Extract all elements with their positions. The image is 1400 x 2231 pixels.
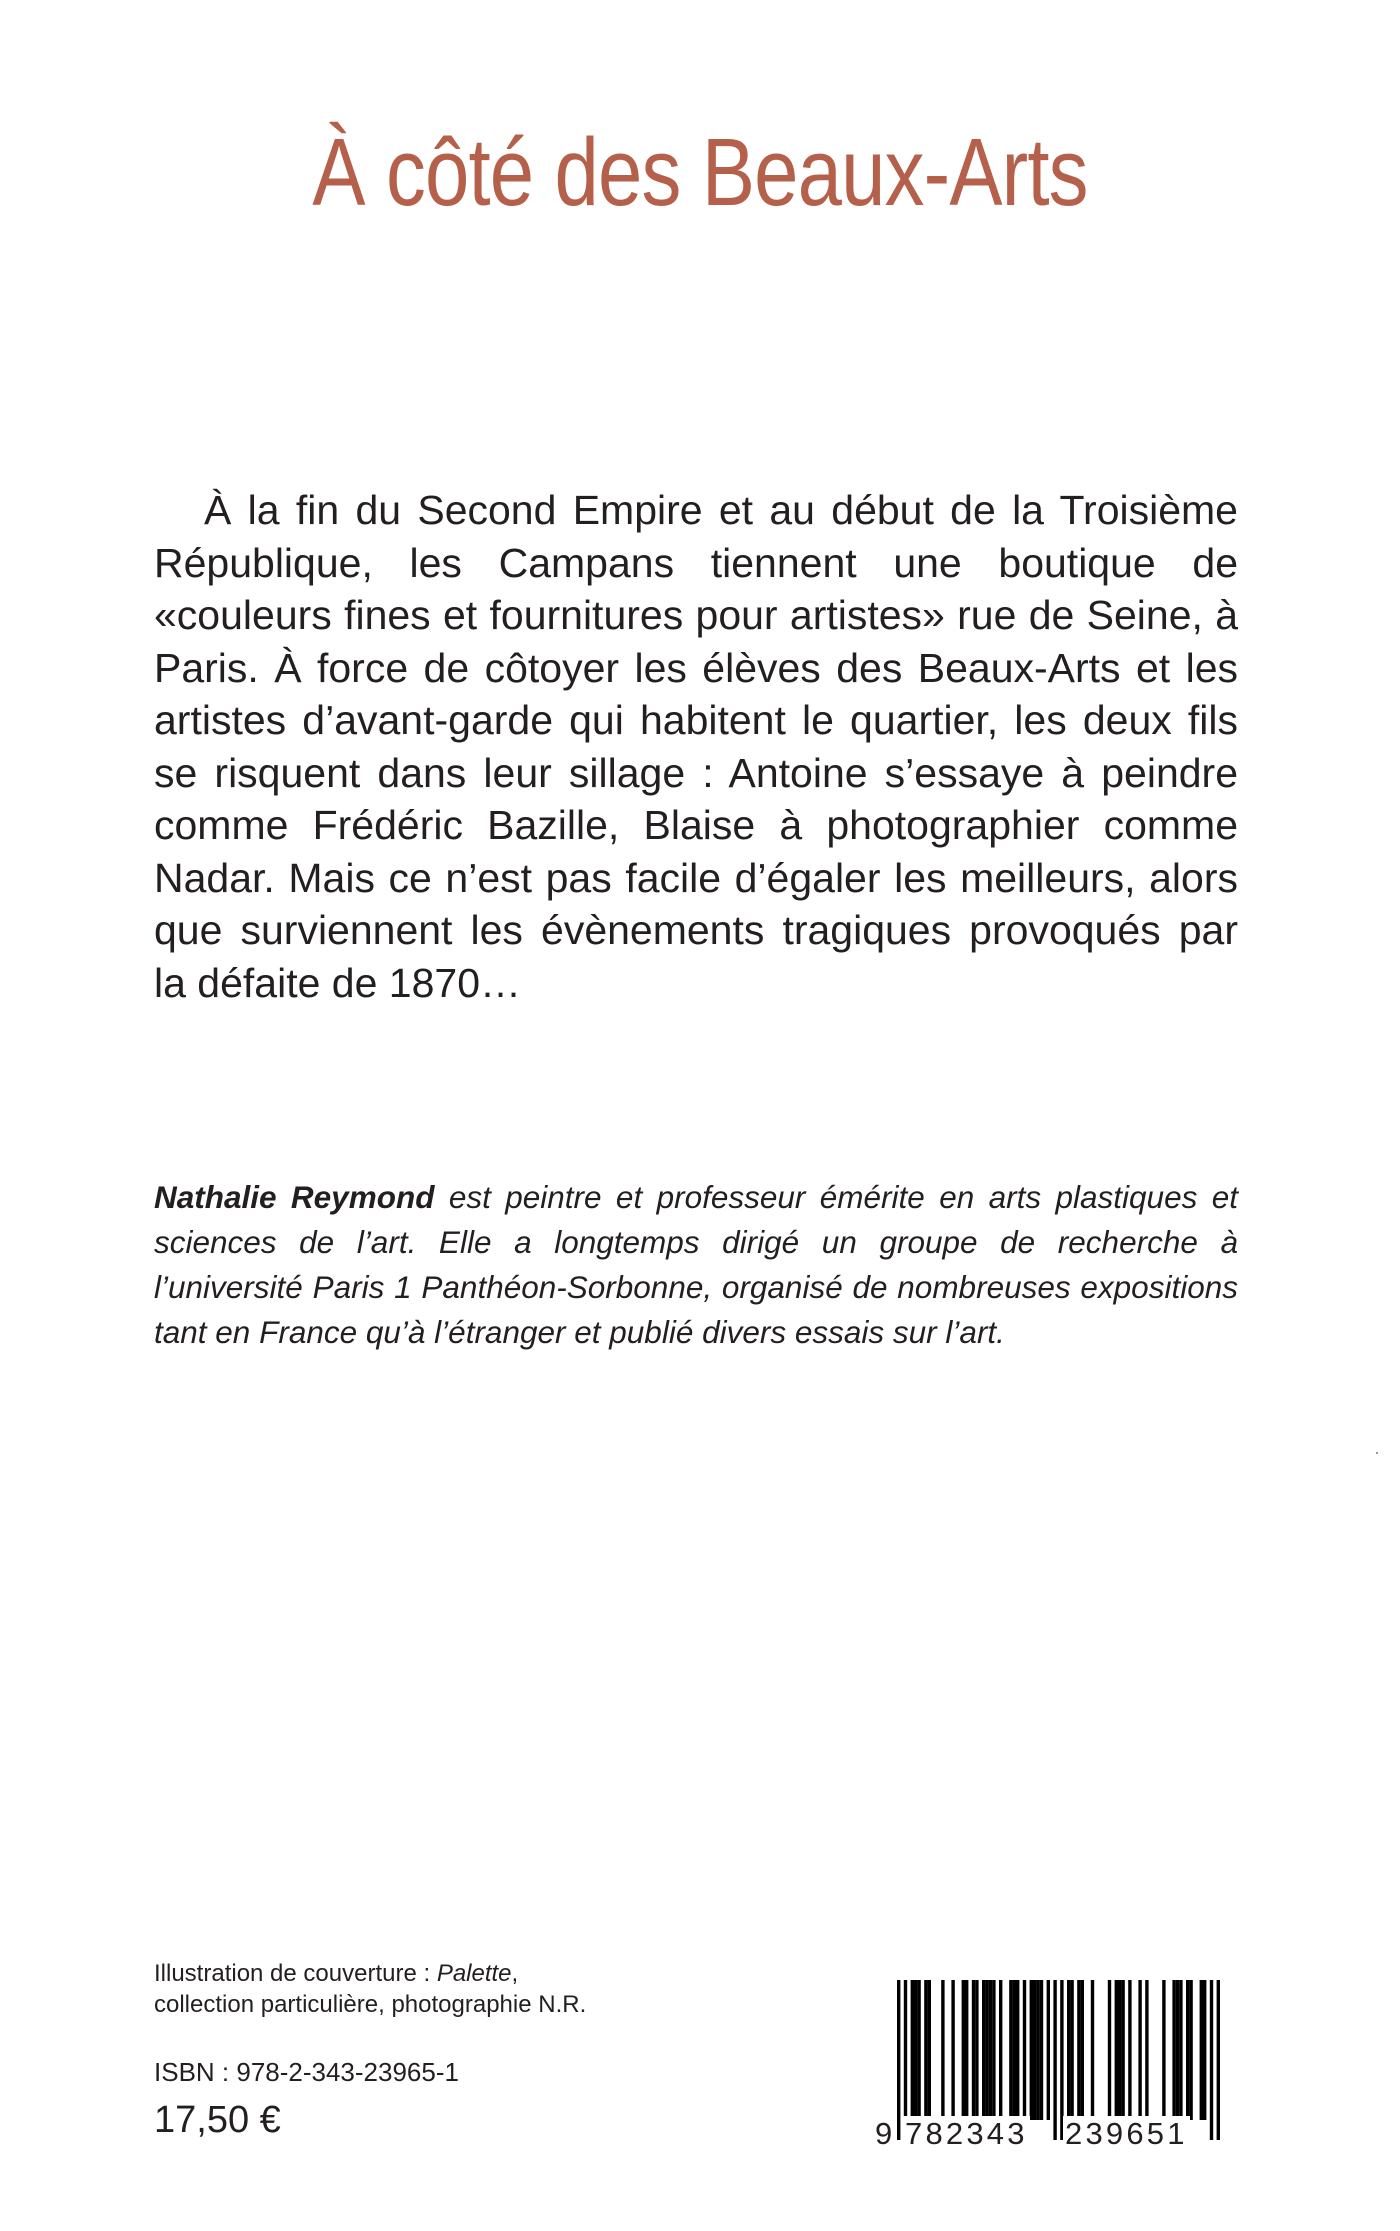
barcode-left-digits: 782343	[905, 2116, 1028, 2151]
barcode-bar	[1179, 1980, 1182, 2120]
barcode-bar	[1162, 1980, 1165, 2120]
barcode-bar	[911, 1980, 914, 2120]
author-name: Nathalie Reymond	[154, 1179, 435, 1215]
credit-comma: ,	[511, 1960, 519, 1987]
cover-illustration-credit	[154, 1958, 714, 2020]
barcode-bar	[1115, 1980, 1118, 2120]
barcode-bar	[1077, 1980, 1080, 2120]
stray-mark	[1376, 1452, 1378, 1454]
barcode-bar	[1070, 1980, 1073, 2120]
barcode-bar	[1033, 1980, 1036, 2120]
author-bio	[154, 1175, 1238, 1355]
barcode-bar	[962, 1980, 965, 2120]
barcode-bar	[972, 1980, 975, 2120]
barcode-bar	[999, 1980, 1002, 2120]
barcode-bar	[992, 1980, 995, 2120]
credit-prefix: Illustration de couverture :	[154, 1960, 437, 1987]
barcode-bar	[1189, 1980, 1192, 2120]
barcode-bar	[1040, 1980, 1043, 2120]
author-bio-text: est peintre et professeur émérite en arts plastiques et sciences de l’art. Elle a longtemps dirigé un groupe de recherche à l’université Paris 1 Panthéon-Sorbonne, organisé de nombreuses expositions tant en France qu’à l’étranger et publié divers essais sur l’art.	[154, 1179, 1238, 1350]
barcode-bar	[1030, 1980, 1033, 2120]
barcode-bar	[924, 1980, 927, 2120]
barcode-bar	[1145, 1980, 1148, 2120]
barcode-bar	[1016, 1980, 1019, 2120]
barcode-bar	[1081, 1980, 1084, 2120]
credit-line-2: collection particulière, photographie N.R.	[154, 1991, 587, 2018]
barcode-bar	[928, 1980, 931, 2120]
barcode-bar	[1138, 1980, 1141, 2120]
barcode-bar	[1013, 1980, 1016, 2120]
credit-work-title: Palette	[436, 1960, 512, 1987]
barcode-bar	[1176, 1980, 1179, 2120]
barcode-bar	[985, 1980, 988, 2120]
barcode-bar	[982, 1980, 985, 2120]
barcode-bar	[1118, 1980, 1121, 2120]
barcode-bar	[1047, 1980, 1050, 2120]
barcode-right-digits: 239651	[1065, 2116, 1188, 2151]
barcode-bar	[951, 1980, 954, 2120]
price: 17,50 €	[154, 2099, 281, 2141]
barcode-bar	[965, 1980, 968, 2120]
isbn-barcode	[877, 1980, 1229, 2160]
barcode-bar	[1121, 1980, 1124, 2120]
blurb-text: À la fin du Second Empire et au début de la Troisième République, les Campans tiennent une boutique de «couleurs fines et fournitures pour artistes» rue de Seine, à Paris. À force de côtoyer les élèves des Beaux-Arts et les artistes d’avant-garde qui habitent le quartier, les deux fils se risquent dans leur sillage : Antoine s’essaye à peindre comme Frédéric Bazille, Blaise à photographier comme Nadar. Mais ce n’est pas facile d’égaler les meilleurs, alors que surviennent les évènements tragiques provoqués par la défaite de 1870…	[154, 487, 1238, 1006]
barcode-bar	[1009, 1980, 1012, 2120]
barcode-bar	[1200, 1980, 1203, 2120]
barcode-bar	[1023, 1980, 1026, 2120]
barcode-bar	[917, 1980, 920, 2120]
book-title: À côté des Beaux-Arts	[312, 119, 1088, 226]
barcode-bar	[975, 1980, 978, 2120]
barcode-bar	[989, 1980, 992, 2120]
barcode-bar	[914, 1980, 917, 2120]
back-cover-blurb	[154, 484, 1238, 1009]
barcode-bar	[1186, 1980, 1189, 2120]
barcode-bar	[1203, 1980, 1206, 2120]
barcode-bar	[1091, 1980, 1094, 2120]
barcode-bar	[1067, 1980, 1070, 2120]
barcode-bar	[1128, 1980, 1131, 2120]
isbn: ISBN : 978-2-343-23965-1	[154, 2057, 459, 2087]
barcode-bar	[1108, 1980, 1111, 2120]
barcode-first-digit: 9	[875, 2116, 893, 2151]
barcode-bar	[1172, 1980, 1175, 2120]
barcode-bar	[941, 1980, 944, 2120]
barcode-digits	[877, 2116, 1229, 2160]
barcode-bar	[1036, 1980, 1039, 2120]
